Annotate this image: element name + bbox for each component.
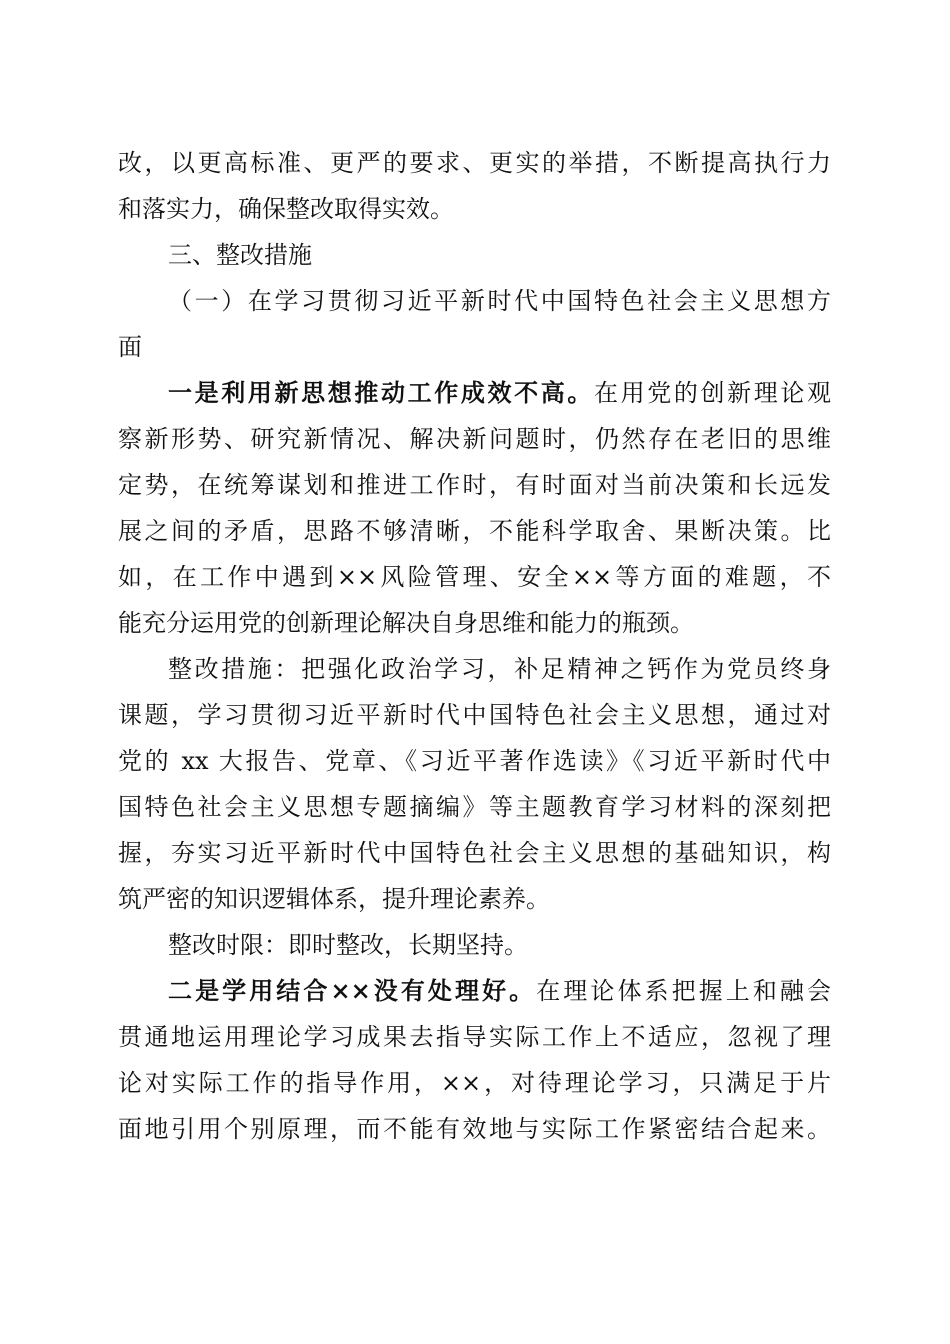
problem-one-line-1 [118, 370, 831, 416]
measures-one-line-3: 党的 xx 大报告、党章、《习近平著作选读》《习近平新时代中 [118, 747, 831, 775]
measures-one-line-4: 国特色社会主义思想专题摘编》等主题教育学习材料的深刻把 [118, 793, 831, 821]
measures-one-line-1: 整改措施：把强化政治学习，补足精神之钙作为党员终身 [168, 655, 831, 683]
problem-one-line-5: 如，在工作中遇到××风险管理、安全××等方面的难题，不 [118, 563, 831, 591]
document-body [118, 140, 831, 1152]
subsection-heading-line-2: 面 [118, 333, 142, 361]
problem-one-line-2: 察新形势、研究新情况、解决新问题时，仍然存在老旧的思维 [118, 425, 831, 453]
problem-two-line-4: 面地引用个别原理，而不能有效地与实际工作紧密结合起来。 [118, 1115, 831, 1143]
subsection-heading-line-1: （一）在学习贯彻习近平新时代中国特色社会主义思想方 [168, 287, 831, 315]
measures-one-line-6: 筑严密的知识逻辑体系，提升理论素养。 [118, 885, 550, 913]
problem-two-line-2: 贯通地运用理论学习成果去指导实际工作上不适应，忽视了理 [118, 1023, 831, 1051]
measures-one-line-5: 握，夯实习近平新时代中国特色社会主义思想的基础知识，构 [118, 839, 831, 867]
problem-one-first-line-rest: 在用党的创新理论观 [594, 379, 831, 407]
problem-one-line-6: 能充分运用党的创新理论解决自身思维和能力的瓶颈。 [118, 609, 694, 637]
problem-one-line-3: 定势，在统筹谋划和推进工作时，有时面对当前决策和长远发 [118, 471, 831, 499]
problem-two-line-3: 论对实际工作的指导作用，××，对待理论学习，只满足于片 [118, 1069, 831, 1097]
problem-one-lead: 一是利用新思想推动工作成效不高。 [168, 378, 594, 407]
intro-line-2: 和落实力，确保整改取得实效。 [118, 195, 454, 223]
problem-two-lead: 二是学用结合××没有处理好。 [168, 976, 537, 1005]
problem-two-line-1 [118, 968, 831, 1014]
problem-one-line-4: 展之间的矛盾，思路不够清晰，不能科学取舍、果断决策。比 [118, 517, 831, 545]
measures-one-line-2: 课题，学习贯彻习近平新时代中国特色社会主义思想，通过对 [118, 701, 831, 729]
problem-two-first-line-rest: 在理论体系把握上和融会 [536, 977, 832, 1005]
section-heading: 三、整改措施 [168, 241, 312, 269]
deadline-one: 整改时限：即时整改，长期坚持。 [168, 931, 528, 959]
intro-line-1: 改，以更高标准、更严的要求、更实的举措，不断提高执行力 [118, 149, 831, 177]
